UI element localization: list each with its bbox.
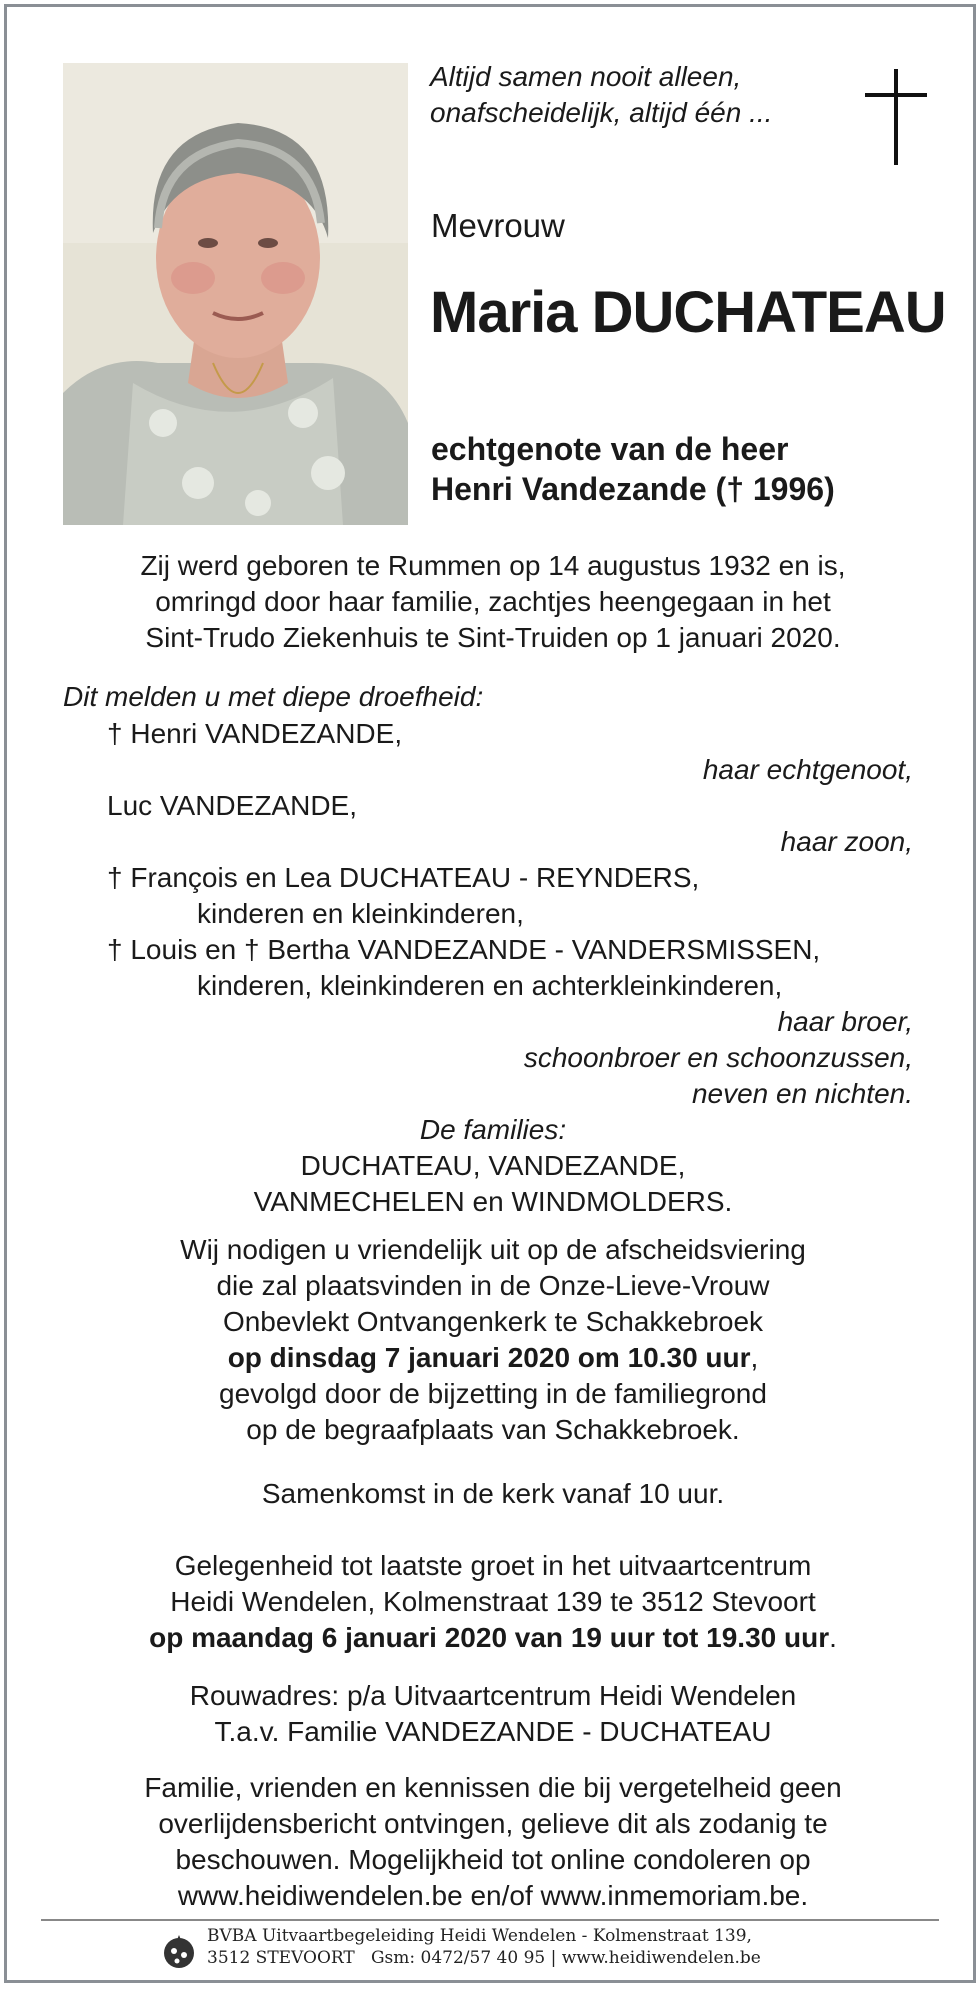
ceremony-line-5: gevolgd door de bijzetting in de familiegrond — [219, 1378, 767, 1409]
notice-line-4: www.heidiwendelen.be en/of www.inmemoriam.be. — [177, 1880, 809, 1911]
ceremony-line-3: Onbevlekt Ontvangenkerk te Schakkebroek — [222, 1306, 764, 1337]
announcer-line: † Henri VANDEZANDE, — [107, 718, 403, 749]
condolence-notice — [63, 1770, 923, 1914]
announcer-relation: schoonbroer en schoonzussen, — [523, 1042, 913, 1073]
farewell-date-line: op maandag 6 januari 2020 van 19 uur tot 19.30 uur. — [149, 1622, 837, 1653]
families-label: De families: — [419, 1114, 567, 1145]
announcer-line: † Louis en † Bertha VANDEZANDE - VANDERSMISSEN, — [107, 934, 821, 965]
ceremony-line-6: op de begraafplaats van Schakkebroek. — [246, 1414, 740, 1445]
footer-line-1: BVBA Uitvaartbegeleiding Heidi Wendelen - Kolmenstraat 139, — [207, 1926, 752, 1946]
portrait-photo — [63, 63, 408, 525]
bio-line-3: Sint-Trudo Ziekenhuis te Sint-Truiden op 1 januari 2020. — [145, 622, 841, 653]
opening-quote — [430, 59, 772, 131]
announcer-relation: haar echtgenoot, — [702, 754, 913, 785]
ceremony-line-1: Wij nodigen u vriendelijk uit op de afscheidsviering — [180, 1234, 806, 1265]
gathering-info: Samenkomst in de kerk vanaf 10 uur. — [261, 1478, 725, 1509]
farewell-line-1: Gelegenheid tot laatste groet in het uitvaartcentrum — [174, 1550, 812, 1581]
notice-line-1: Familie, vrienden en kennissen die bij vergetelheid geen — [144, 1772, 842, 1803]
announcer-line: kinderen en kleinkinderen, — [197, 898, 524, 929]
funeral-home-logo-icon — [162, 1931, 196, 1971]
biography — [63, 548, 923, 656]
deceased-name: Maria DUCHATEAU — [430, 280, 946, 345]
families-line-2: VANMECHELEN en WINDMOLDERS. — [253, 1186, 733, 1217]
mourning-address — [63, 1678, 923, 1750]
announcer-line: kinderen, kleinkinderen en achterkleinkinderen, — [197, 970, 783, 1001]
ceremony-date: op dinsdag 7 januari 2020 om 10.30 uur — [227, 1342, 751, 1373]
announcer-relation: neven en nichten. — [691, 1078, 913, 1109]
announcer-relation: haar broer, — [777, 1006, 913, 1037]
farewell-date: op maandag 6 januari 2020 van 19 uur tot 19.30 uur — [149, 1622, 830, 1653]
footer-divider — [41, 1919, 939, 1921]
obituary-card — [4, 4, 976, 1983]
bio-line-1: Zij werd geboren te Rummen op 14 augustus 1932 en is, — [140, 550, 846, 581]
families — [63, 1112, 923, 1220]
funeral-home-footer — [207, 1925, 761, 1969]
families-line-1: DUCHATEAU, VANDEZANDE, — [300, 1150, 686, 1181]
announcers-intro: Dit melden u met diepe droefheid: — [63, 681, 484, 712]
notice-line-3: beschouwen. Mogelijkheid tot online condoleren op — [175, 1844, 811, 1875]
notice-line-2: overlijdensbericht ontvingen, gelieve dit als zodanig te — [158, 1808, 828, 1839]
ceremony-line-2: die zal plaatsvinden in de Onze-Lieve-Vrouw — [216, 1270, 770, 1301]
ceremony-date-line: op dinsdag 7 januari 2020 om 10.30 uur, — [227, 1342, 759, 1373]
farewell-info — [63, 1548, 923, 1656]
spouse-info — [431, 429, 835, 509]
cross-icon — [865, 69, 927, 165]
spouse-line-1: echtgenote van de heer — [431, 431, 789, 467]
announcer-line: Luc VANDEZANDE, — [107, 790, 357, 821]
announcer-relation: haar zoon, — [780, 826, 913, 857]
address-line-1: Rouwadres: p/a Uitvaartcentrum Heidi Wendelen — [189, 1680, 797, 1711]
bio-line-2: omringd door haar familie, zachtjes heengegaan in het — [155, 586, 831, 617]
footer-line-2: 3512 STEVOORT Gsm: 0472/57 40 95 | www.heidiwendelen.be — [207, 1948, 761, 1968]
ceremony-info — [63, 1232, 923, 1448]
address-line-2: T.a.v. Familie VANDEZANDE - DUCHATEAU — [214, 1716, 772, 1747]
farewell-line-2: Heidi Wendelen, Kolmenstraat 139 te 3512 Stevoort — [170, 1586, 816, 1617]
quote-line-2: onafscheidelijk, altijd één ... — [430, 97, 773, 128]
spouse-line-2: Henri Vandezande († 1996) — [431, 471, 835, 507]
announcer-line: † François en Lea DUCHATEAU - REYNDERS, — [107, 862, 700, 893]
salutation: Mevrouw — [431, 207, 565, 244]
quote-line-1: Altijd samen nooit alleen, — [430, 61, 742, 92]
